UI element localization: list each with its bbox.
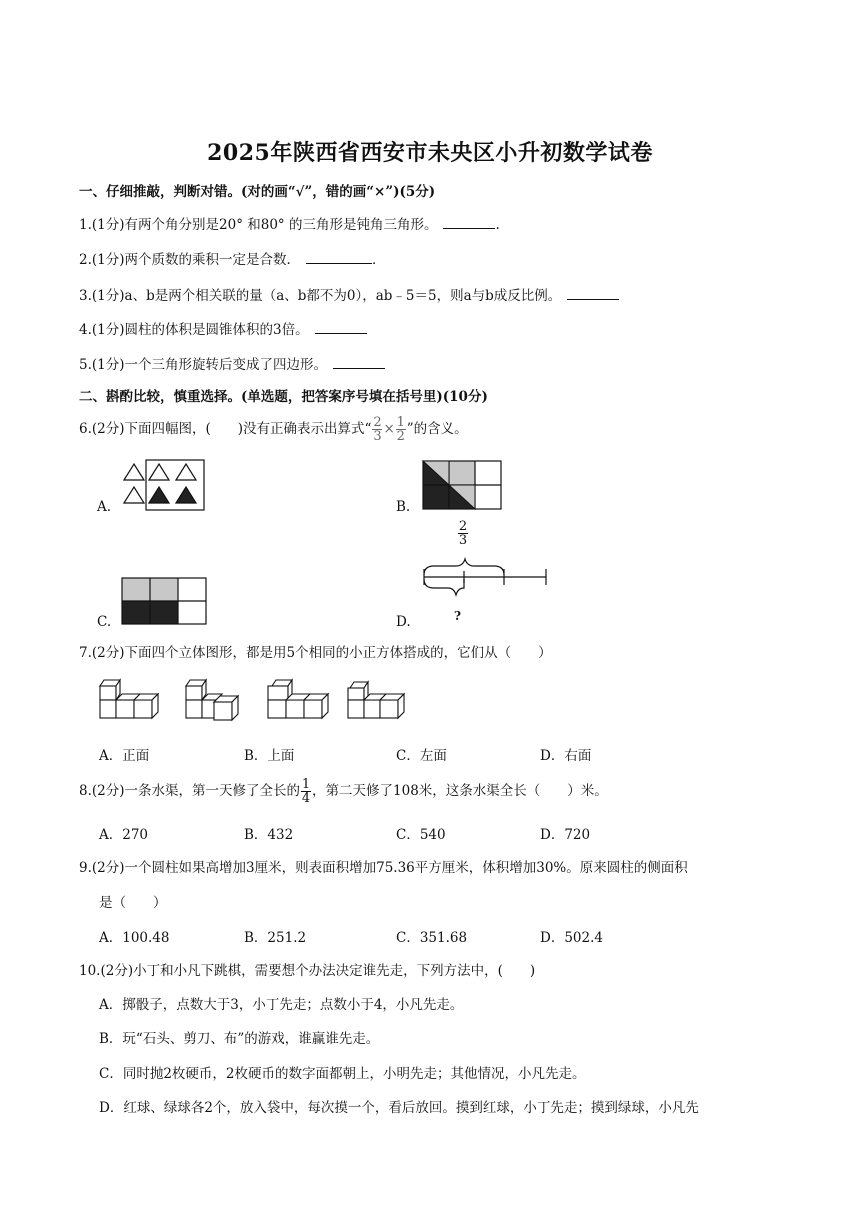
- q6-option-a-label[interactable]: A.: [97, 499, 112, 515]
- fraction-one-quarter: $\frac{1}{4}$: [301, 777, 311, 806]
- answer-blank[interactable]: [306, 252, 372, 264]
- answer-blank[interactable]: [333, 357, 385, 369]
- question-5: 5.(1分)一个三角形旋转后变成了四边形。: [79, 353, 385, 373]
- question-9-line-2: 是（ ）: [99, 895, 167, 911]
- section-1-heading: 一、仔细推敲，判断对错。(对的画“√”，错的画“×”)(5分): [79, 184, 436, 200]
- q6-option-d-figure: [420, 555, 550, 615]
- q8-option-d[interactable]: D．720: [540, 827, 591, 843]
- q8-option-c[interactable]: C．540: [396, 827, 446, 843]
- q7-option-a[interactable]: A．正面: [99, 748, 150, 764]
- answer-blank[interactable]: [315, 322, 367, 334]
- fraction-two-thirds: $\frac{2}{3}$: [373, 415, 382, 444]
- question-4: 4.(1分)圆柱的体积是圆锥体积的3倍。: [79, 318, 367, 338]
- question-9-line-1: 9.(2分)一个圆柱如果高增加3厘米，则表面积增加75.36平方厘米，体积增加30%。原来圆柱的侧面积: [79, 860, 688, 876]
- q9-option-b[interactable]: B．251.2: [244, 930, 307, 946]
- question-2: 2.(1分)两个质数的乘积一定是合数． ．: [79, 252, 386, 268]
- q6-option-b-label[interactable]: B.: [396, 499, 411, 515]
- q10-option-d[interactable]: D．红球、绿球各2个，放入袋中，每次摸一个，看后放回。摸到红球，小丁先走；摸到绿球，小凡先: [99, 1100, 699, 1116]
- q6-option-c-figure: [121, 577, 211, 627]
- q7-cube-figures: [96, 676, 416, 722]
- question-3: 3.(1分)a、b是两个相关联的量（a、b都不为0），ab﹣5＝5，则a与b成反比例。: [79, 284, 619, 304]
- q9-option-c[interactable]: C．351.68: [396, 930, 468, 946]
- answer-blank[interactable]: [567, 288, 619, 300]
- answer-blank[interactable]: [443, 217, 495, 229]
- d-question-mark: ?: [454, 609, 462, 623]
- page-title: 2025年陕西省西安市未央区小升初数学试卷: [207, 140, 653, 166]
- q10-option-b[interactable]: B．玩“石头、剪刀、布”的游戏，谁赢谁先走。: [99, 1031, 380, 1047]
- question-7: 7.(2分)下面四个立体图形，都是用5个相同的小正方体搭成的，它们从（ ）: [79, 645, 552, 661]
- q8-option-a[interactable]: A．270: [99, 827, 149, 843]
- q7-option-d[interactable]: D．右面: [540, 748, 592, 764]
- q7-option-b[interactable]: B．上面: [244, 748, 295, 764]
- q9-option-d[interactable]: D．502.4: [540, 930, 603, 946]
- q7-option-c[interactable]: C．左面: [396, 748, 447, 764]
- q8-option-b[interactable]: B．432: [244, 827, 294, 843]
- q9-option-a[interactable]: A．100.48: [99, 930, 170, 946]
- question-10: 10.(2分)小丁和小凡下跳棋，需要想个办法决定谁先走，下列方法中，( ): [79, 963, 536, 979]
- question-1: 1.(1分)有两个角分别是20° 和80° 的三角形是钝角三角形。 .: [79, 217, 500, 233]
- q6-option-d-label[interactable]: D.: [396, 614, 411, 630]
- q10-option-a[interactable]: A．掷骰子，点数大于3，小丁先走；点数小于4，小凡先走。: [99, 997, 464, 1013]
- question-8: 8.(2分)一条水渠，第一天修了全长的 $\frac{1}{4}$ ，第二天修了108米，这条水渠全长（ ）米。: [79, 777, 608, 806]
- q6-option-a-figure: [120, 458, 220, 514]
- question-6: 6.(2分)下面四幅图，( )没有正确表示出算式“ $\frac{2}{3}$ × $\frac{1}{2}$ ”的含义。: [79, 415, 468, 444]
- section-2-heading: 二、斟酌比较，慎重选择。(单选题，把答案序号填在括号里)(10分): [79, 389, 488, 405]
- d-fraction-label: 2 3: [458, 519, 468, 548]
- q6-option-c-label[interactable]: C.: [97, 614, 112, 630]
- q6-option-b-figure: [422, 460, 506, 512]
- fraction-one-half: $\frac{1}{2}$: [396, 415, 405, 444]
- q10-option-c[interactable]: C．同时抛2枚硬币，2枚硬币的数字面都朝上，小明先走；其他情况，小凡先走。: [99, 1066, 586, 1082]
